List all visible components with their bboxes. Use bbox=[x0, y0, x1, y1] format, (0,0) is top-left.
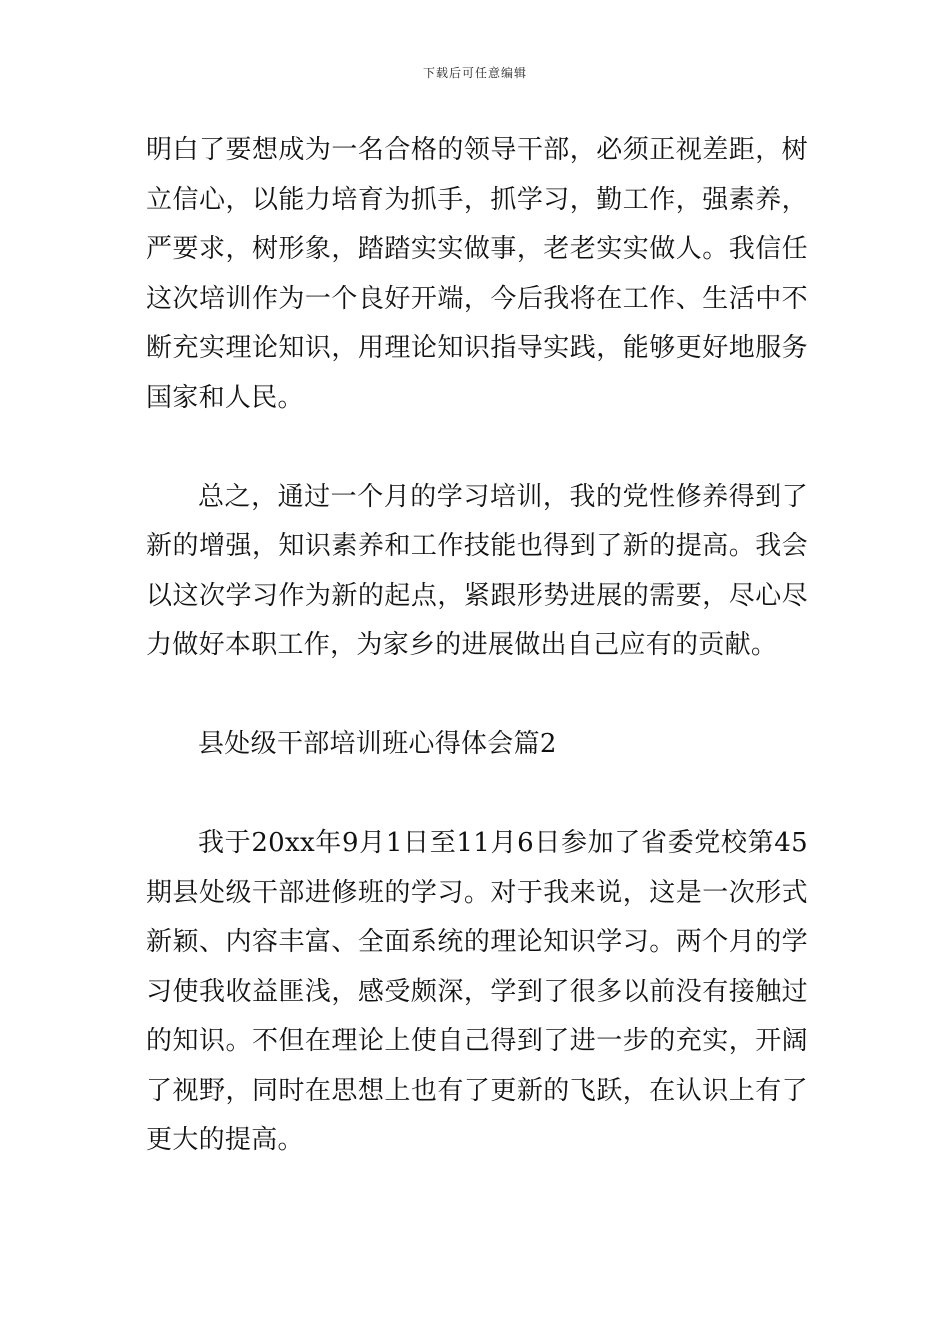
paragraph-2: 总之，通过一个月的学习培训，我的党性修养得到了新的增强，知识素养和工作技能也得到了新的提高。我会以这次学习作为新的起点，紧跟形势进展的需要，尽心尽力做好本职工作，为家乡的进展做出自己应有的贡献。 bbox=[146, 481, 808, 660]
paragraph-gap bbox=[146, 423, 808, 473]
paragraph-gap bbox=[146, 671, 808, 721]
section-heading: 县处级干部培训班心得体会篇2 bbox=[198, 729, 557, 759]
document-body bbox=[146, 126, 808, 1166]
page-header: 下载后可任意编辑 bbox=[422, 66, 527, 80]
paragraph-1: 明白了要想成为一名合格的领导干部，必须正视差距，树立信心，以能力培育为抓手，抓学习，勤工作，强素养，严要求，树形象，踏踏实实做事，老老实实做人。我信任这次培训作为一个良好开端，今后我将在工作、生活中不断充实理论知识，用理论知识指导实践，能够更好地服务国家和人民。 bbox=[146, 135, 808, 413]
paragraph-3: 我于20xx年9月1日至11月6日参加了省委党校第45期县处级干部进修班的学习。对于我来说，这是一次形式新颖、内容丰富、全面系统的理论知识学习。两个月的学习使我收益匪浅，感受颇深，学到了很多以前没有接触过的知识。不但在理论上使自己得到了进一步的充实，开阔了视野，同时在思想上也有了更新的飞跃，在认识上有了更大的提高。 bbox=[146, 828, 808, 1155]
paragraph-gap bbox=[146, 770, 808, 820]
